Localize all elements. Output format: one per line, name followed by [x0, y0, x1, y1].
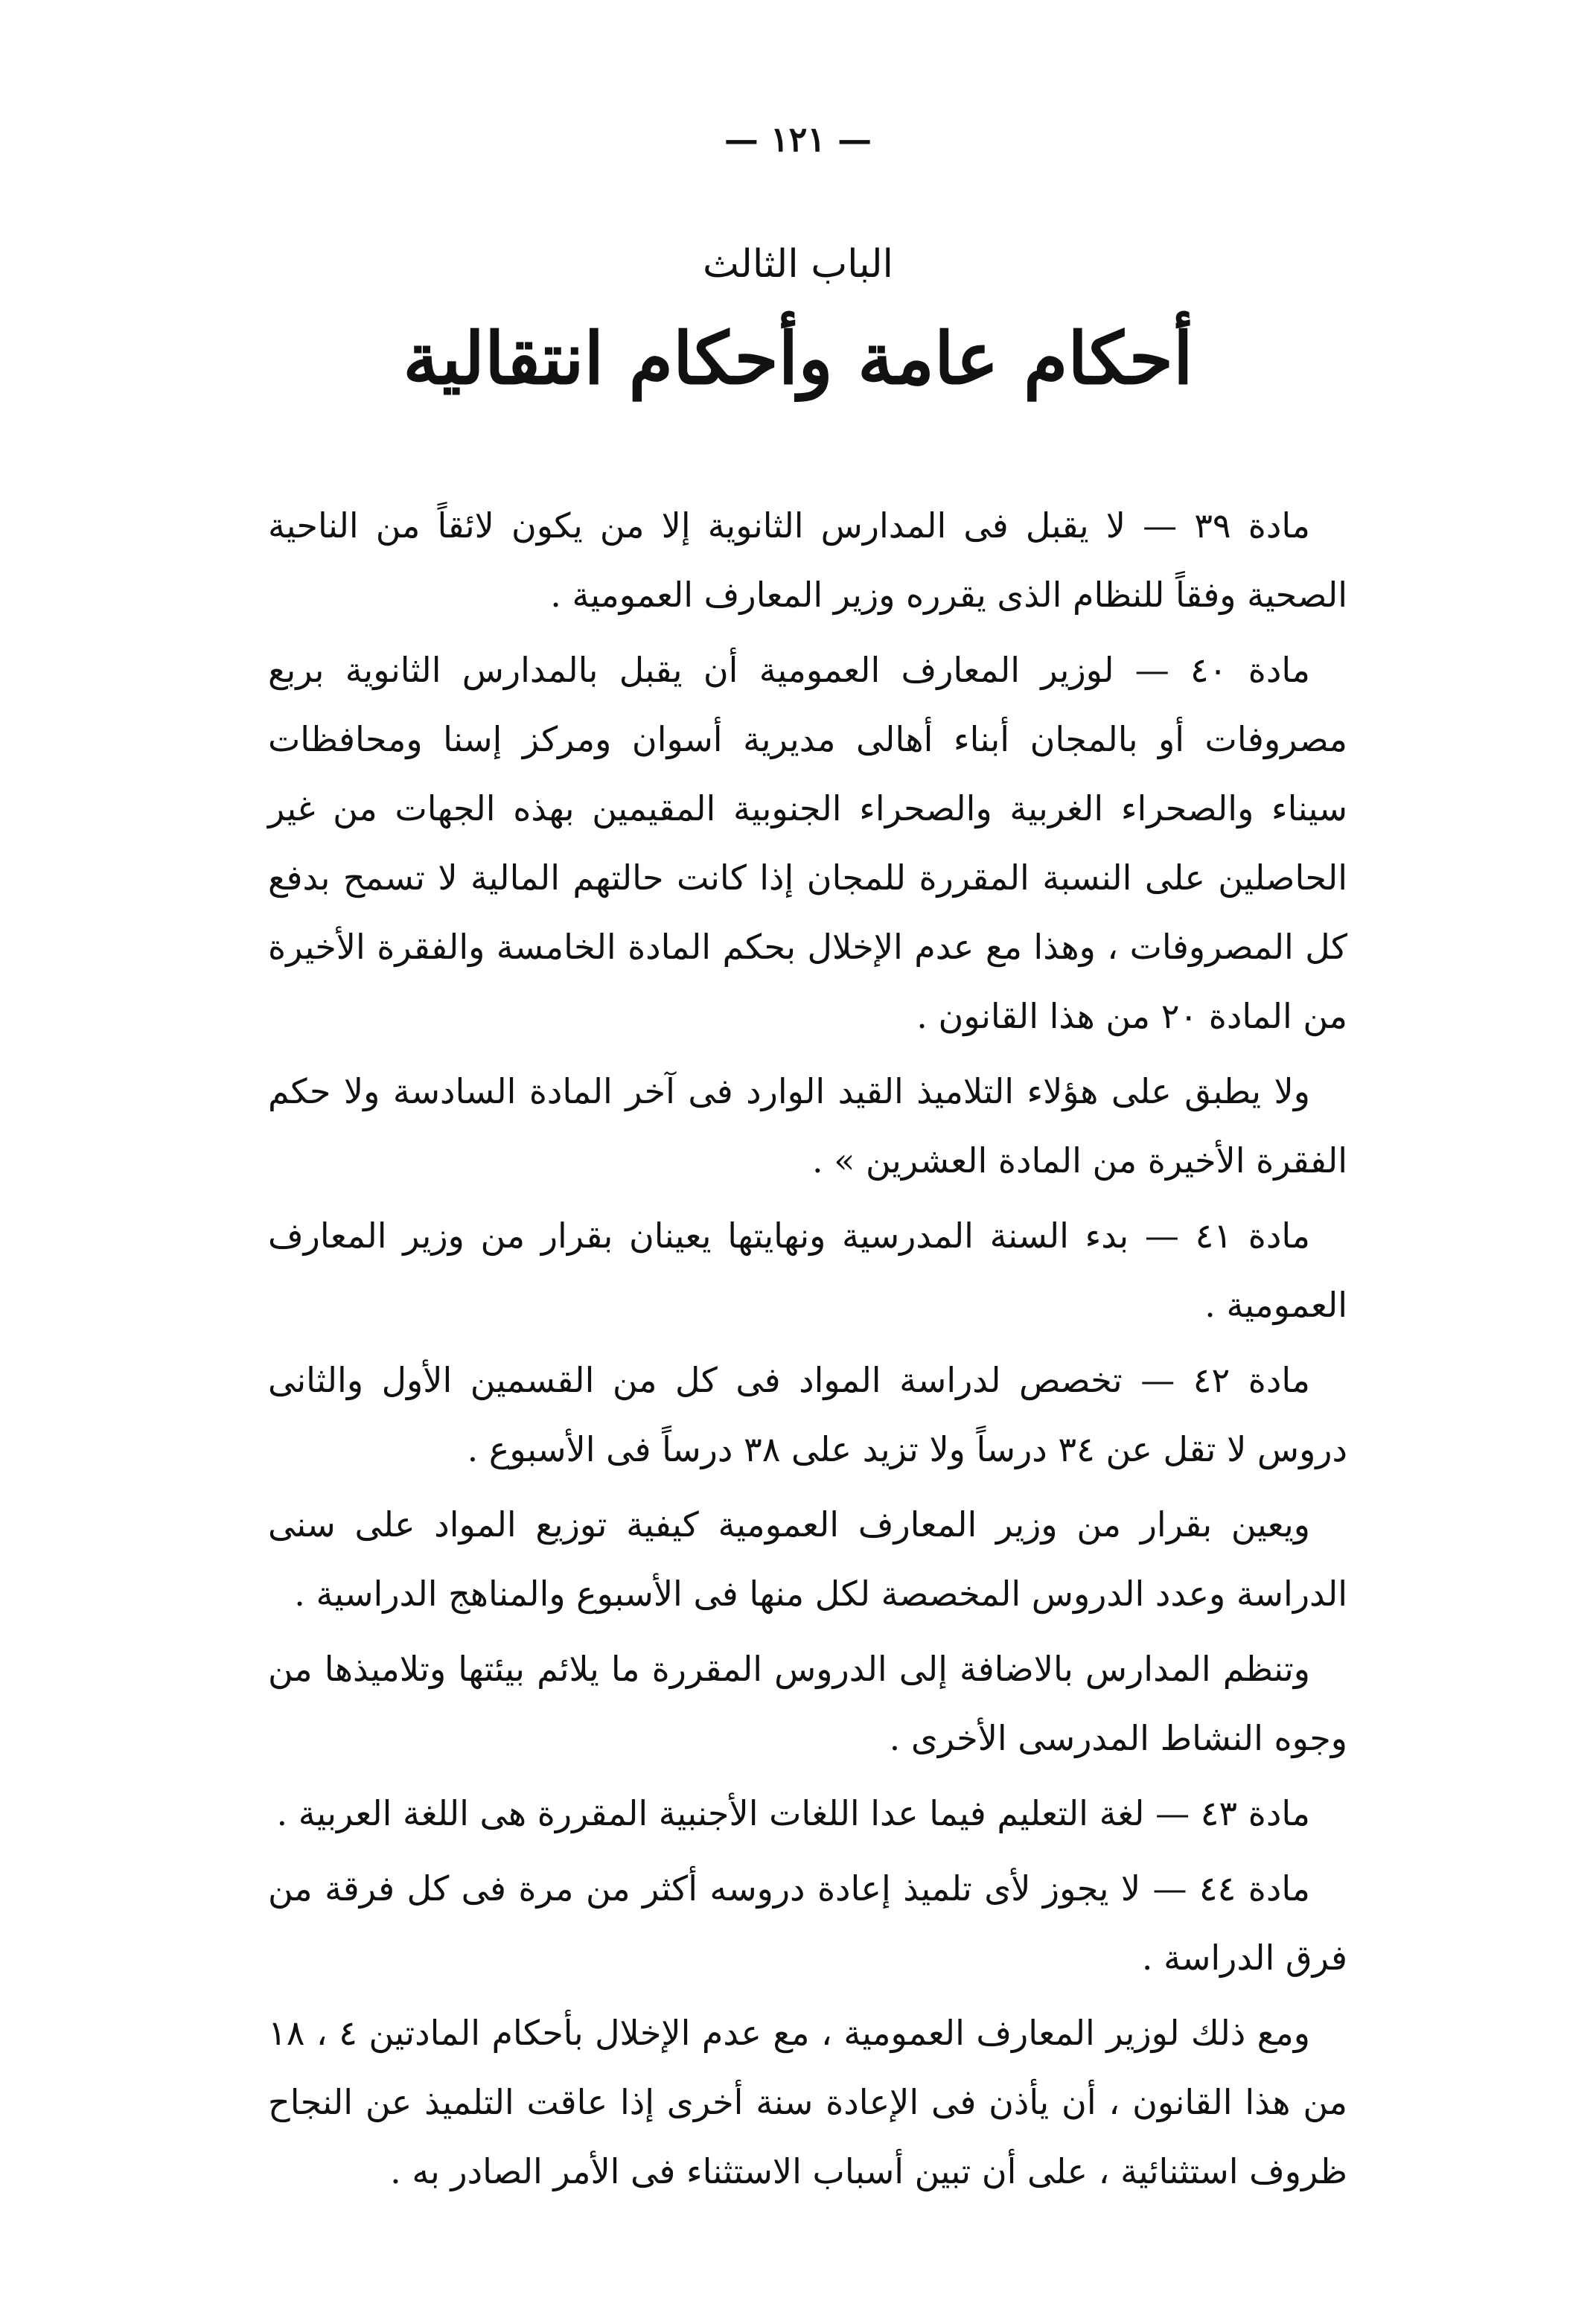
- page-number: — ١٢١ —: [724, 119, 872, 159]
- article-40: مادة ٤٠ — لوزير المعارف العمومية أن يقبل بالمدارس الثانوية بربع مصروفات أو بالمجان أبناء أهالى مديرية أسوان ومركز إسنا ومحافظات سيناء والصحراء الغربية والصحراء الجنوبية المقيمين بهذه الجهات من غير الحاصلين على النسبة المقررة للمجان إذا كانت حالتهم المالية لا تسمح بدفع كل المصروفات ، وهذا مع عدم الإخلال بحكم المادة الخامسة والفقرة الأخيرة من المادة ٢٠ من هذا القانون .: [268, 650, 1347, 1036]
- article-41: مادة ٤١ — بدء السنة المدرسية ونهايتها يعينان بقرار من وزير المعارف العمومية .: [268, 1216, 1347, 1325]
- article-44-paragraph-2: ومع ذلك لوزير المعارف العمومية ، مع عدم الإخلال بأحكام المادتين ٤ ، ١٨ من هذا القانون ، أن يأذن فى الإعادة سنة أخرى إذا عاقت التلميذ عن النجاح ظروف استثنائية ، على أن تبين أسباب الاستثناء فى الأمر الصادر به .: [268, 2013, 1347, 2191]
- chapter-label: الباب الثالث: [702, 242, 894, 287]
- article-40-continuation: ولا يطبق على هؤلاء التلاميذ القيد الوارد فى آخر المادة السادسة ولا حكم الفقرة الأخيرة من المادة العشرين » .: [268, 1071, 1347, 1181]
- body-text: [268, 491, 1347, 2212]
- article-39: مادة ٣٩ — لا يقبل فى المدارس الثانوية إلا من يكون لائقاً من الناحية الصحية وفقاً للنظام الذى يقرره وزير المعارف العمومية .: [268, 505, 1347, 615]
- article-42-paragraph-2: ويعين بقرار من وزير المعارف العمومية كيفية توزيع المواد على سنى الدراسة وعدد الدروس المخصصة لكل منها فى الأسبوع والمناهج الدراسية .: [268, 1504, 1347, 1614]
- chapter-title: أحكام عامة وأحكام انتقالية: [403, 316, 1193, 400]
- article-43: مادة ٤٣ — لغة التعليم فيما عدا اللغات الأجنبية المقررة هى اللغة العربية .: [276, 1793, 1310, 1833]
- article-42-paragraph-3: وتنظم المدارس بالاضافة إلى الدروس المقررة ما يلائم بيئتها وتلاميذها من وجوه النشاط المدرسى الأخرى .: [268, 1649, 1347, 1758]
- article-44: مادة ٤٤ — لا يجوز لأى تلميذ إعادة دروسه أكثر من مرة فى كل فرقة من فرق الدراسة .: [268, 1868, 1347, 1978]
- article-42: مادة ٤٢ — تخصص لدراسة المواد فى كل من القسمين الأول والثانى دروس لا تقل عن ٣٤ درساً ولا تزيد على ٣٨ درساً فى الأسبوع .: [268, 1360, 1347, 1469]
